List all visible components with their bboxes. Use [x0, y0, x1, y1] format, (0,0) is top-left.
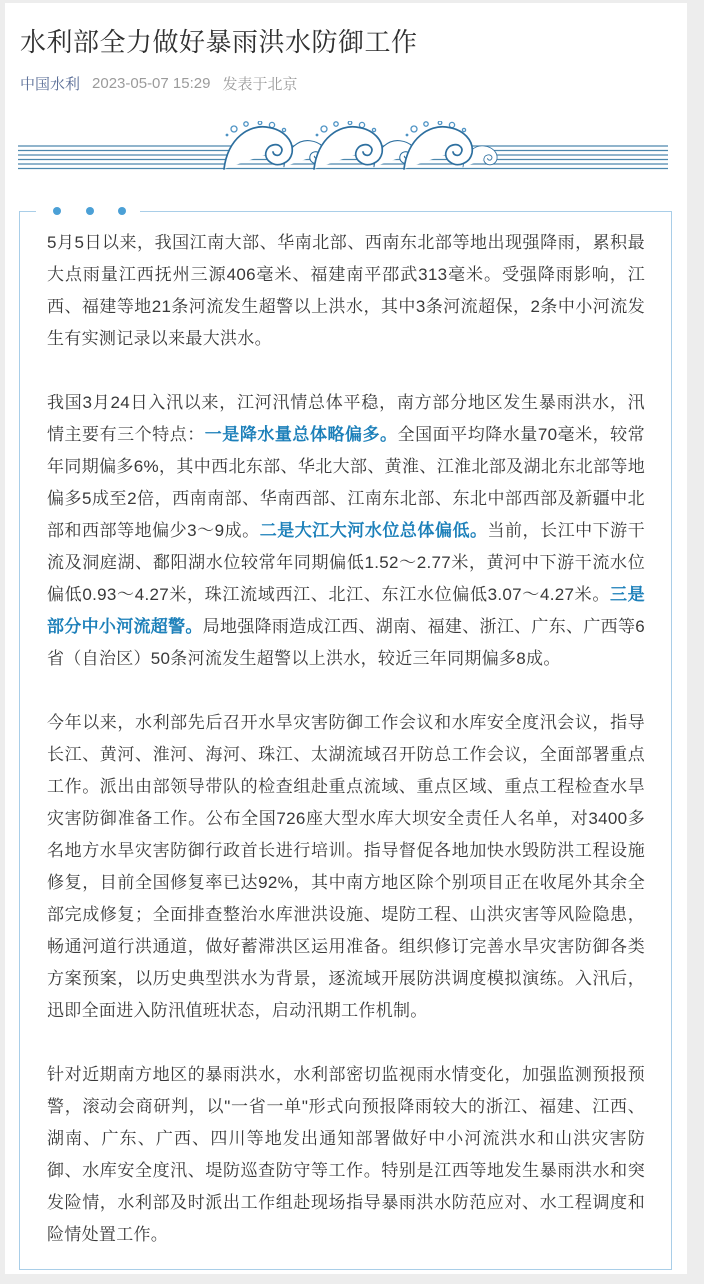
body-text: 当前，长江中下游干流及洞庭湖、鄱阳湖水位较常年同期偏低1.52～2.77米，黄河中下游干流水位偏低0.93～4.27米，珠江流域西江、北江、东江水位偏低3.07～4.27米。 — [47, 521, 645, 605]
publish-location: 发表于北京 — [222, 76, 298, 94]
article-body — [47, 227, 645, 1251]
article-meta — [20, 73, 672, 94]
paragraph — [47, 1059, 645, 1251]
body-text: 我国3月24日入汛以来，江河汛情总体平稳，南方部分地区发生暴雨洪水，汛情主要有三个特点： — [47, 393, 645, 445]
body-text: 5月5日以来，我国江南大部、华南北部、西南东北部等地出现强降雨，累积最大点雨量江西抚州三源406毫米、福建南平邵武313毫米。受强降雨影响，江西、福建等地21条河流发生超警以上洪水，其中3条河流超保，2条中小河流发生有实测记录以来最大洪水。 — [47, 233, 645, 349]
body-text: 今年以来，水利部先后召开水旱灾害防御工作会议和水库安全度汛会议，指导长江、黄河、淮河、海河、珠江、太湖流域召开防总工作会议，全面部署重点工作。派出由部领导带队的检查组赴重点流域、重点区域、重点工程检查水旱灾害防御准备工作。公布全国726座大型水库大坝安全责任人名单，对3400多名地方水旱灾害防御行政首长进行培训。指导督促各地加快水毁防洪工程设施修复，目前全国修复率已达92%，其中南方地区除个别项目正在收尾外其余全部完成修复；全面排查整治水库泄洪设施、堤防工程、山洪灾害等风险隐患，畅通河道行洪通道，做好蓄滞洪区运用准备。组织修订完善水旱灾害防御各类方案预案，以历史典型洪水为背景，逐流域开展防洪调度模拟演练。入汛后，迅即全面进入防汛值班状态，启动汛期工作机制。 — [47, 713, 645, 1021]
account-link[interactable]: 中国水利 — [20, 76, 81, 94]
paragraph — [47, 227, 645, 355]
highlight-text: 二是大江大河水位总体偏低。 — [259, 521, 488, 541]
page-title: 水利部全力做好暴雨洪水防御工作 — [20, 27, 418, 57]
body-text: 针对近期南方地区的暴雨洪水，水利部密切监视雨水情变化，加强监测预报预警，滚动会商研判，以"一省一单"形式向预报降雨较大的浙江、福建、江西、湖南、广东、广西、四川等地发出通知部署做好中小河流洪水和山洪灾害防御、水库安全度汛、堤防巡查防守等工作。特别是江西等地发生暴雨洪水和突发险情，水利部及时派出工作组赴现场指导暴雨洪水防范应对、水工程调度和险情处置工作。 — [47, 1065, 645, 1245]
article-content-box — [19, 211, 672, 1270]
wave-curls — [224, 121, 497, 169]
article-header — [5, 3, 687, 94]
paragraph — [47, 707, 645, 1027]
highlight-text: 一是降水量总体略偏多。 — [204, 425, 398, 445]
paragraph — [47, 387, 645, 675]
article-card — [5, 3, 687, 1274]
highlight-text: 三是部分中小河流超警。 — [47, 585, 645, 637]
body-text: 局地强降雨造成江西、湖南、福建、浙江、广东、广西等6省（自治区）50条河流发生超警以上洪水，较近三年同期偏多8成。 — [47, 617, 645, 669]
body-text: 全国面平均降水量70毫米，较常年同期偏多6%，其中西北东部、华北大部、黄淮、江淮北部及湖北东北部等地偏多5成至2倍，西南南部、华南西部、江南东北部、东北中部西部及新疆中北部和西部等地偏少3～9成。 — [47, 425, 645, 541]
publish-timestamp: 2023-05-07 15:29 — [92, 75, 211, 93]
wave-banner-icon — [18, 121, 668, 173]
